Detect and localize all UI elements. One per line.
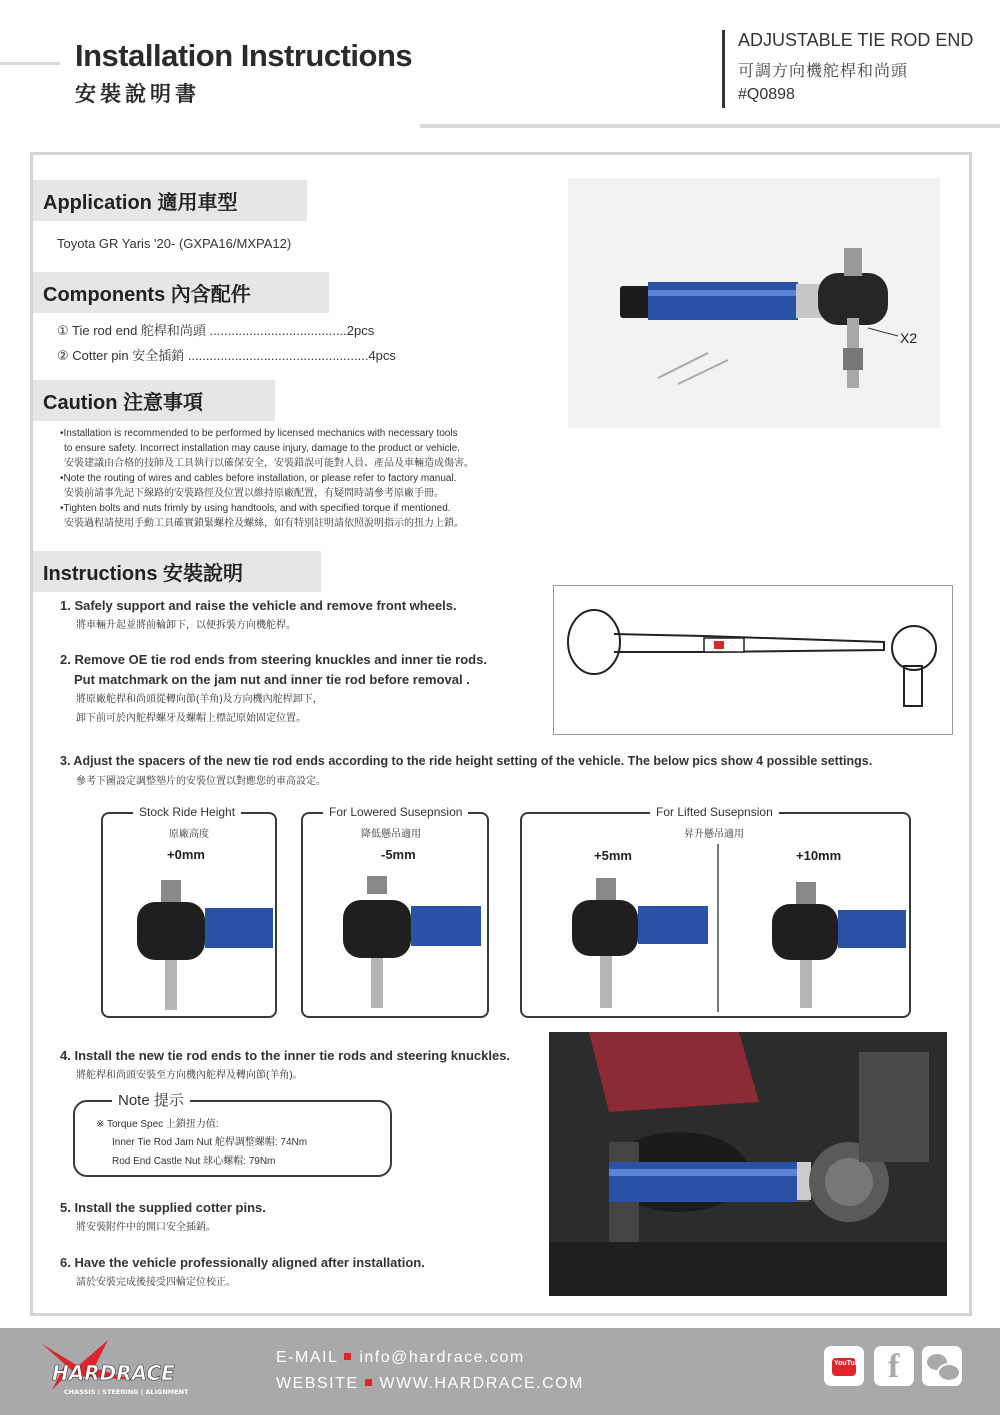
footer-email-row bbox=[276, 1349, 525, 1367]
page-subtitle-zh: 安裝說明書 bbox=[75, 81, 200, 106]
hardrace-logo bbox=[38, 1336, 238, 1398]
wechat-icon[interactable] bbox=[922, 1346, 962, 1386]
note-label: Note 提示 bbox=[112, 1089, 190, 1110]
step-3-en: 3. Adjust the spacers of the new tie rod ends according to the ride height setting of the vehicle. The below pics show 4 possible settings. bbox=[60, 754, 873, 768]
header-rule-left bbox=[0, 62, 60, 65]
caution-line: •Note the routing of wires and cables before installation, or please refer to factory manual. bbox=[60, 473, 457, 484]
step-3-zh: 參考下圖設定調整墊片的安裝位置以對應您的車高設定。 bbox=[76, 776, 326, 787]
email-label: E-MAIL bbox=[276, 1349, 339, 1366]
component-item-qty: 4pcs bbox=[368, 348, 396, 363]
step-6-en: 6. Have the vehicle professionally aligned after installation. bbox=[60, 1255, 425, 1270]
installed-tie-rod-image bbox=[549, 1032, 947, 1296]
torque-spec-line: Rod End Castle Nut 球心螺帽: 79Nm bbox=[112, 1156, 276, 1167]
footer-website-row bbox=[276, 1375, 584, 1393]
lifted-5mm-image bbox=[562, 870, 712, 1010]
application-vehicle: Toyota GR Yaris '20- (GXPA16/MXPA12) bbox=[57, 236, 292, 251]
step-6-zh: 請於安裝完成後接受四輪定位校正。 bbox=[76, 1277, 236, 1288]
step-1-zh: 將車輛升起並將前輪卸下，以便拆裝方向機舵桿。 bbox=[76, 620, 296, 631]
brand-tagline: CHASSIS | STEERING | ALIGNMENT bbox=[64, 1388, 189, 1396]
product-photo bbox=[568, 178, 940, 428]
step-2-en: 2. Remove OE tie rod ends from steering knuckles and inner tie rods. bbox=[60, 652, 487, 667]
brand-wordmark: HARDRACE bbox=[52, 1361, 175, 1385]
website-label: WEBSITE bbox=[276, 1375, 359, 1392]
lowered-setting-image bbox=[323, 870, 483, 1010]
caution-line: •Tighten bolts and nuts frimly by using handtools, and with specified torque if mentioned. bbox=[60, 503, 451, 514]
lifted-10mm-image bbox=[762, 870, 907, 1010]
application-heading: Application 適用車型 bbox=[33, 180, 307, 221]
caution-heading: Caution 注意事項 bbox=[33, 380, 275, 421]
part-number: #Q0898 bbox=[738, 86, 795, 103]
instructions-heading: Instructions 安裝說明 bbox=[33, 551, 321, 592]
caution-line: 安裝過程請使用手動工具確實鎖緊螺栓及螺絲，如有特別註明請依照說明指示的扭力上鎖。 bbox=[64, 518, 464, 529]
lowered-height-value: -5mm bbox=[381, 847, 416, 862]
step-2-zh2: 卸下前可於內舵桿螺牙及螺帽上標記原始固定位置。 bbox=[76, 713, 306, 724]
lifted-value-2: +10mm bbox=[796, 848, 842, 863]
step-2-zh: 將原廠舵桿和尚頭從轉向節(羊角)及方向機內舵桿卸下， bbox=[76, 694, 323, 705]
bullet-square-icon bbox=[344, 1353, 351, 1360]
lifted-divider bbox=[717, 844, 719, 1012]
caution-line: 安裝建議由合格的技師及工具執行以確保安全，安裝錯誤可能對人員、產品及車輛造成傷害。 bbox=[64, 458, 474, 469]
header-divider bbox=[722, 30, 725, 108]
lowered-height-title-zh: 降低懸吊適用 bbox=[355, 825, 427, 840]
components-heading: Components 內含配件 bbox=[33, 272, 329, 313]
step-2-en2: Put matchmark on the jam nut and inner tie rod before removal . bbox=[74, 672, 470, 687]
lifted-height-title: For Lifted Susepnsion bbox=[650, 805, 779, 819]
stock-height-title: Stock Ride Height bbox=[133, 805, 241, 819]
tie-rod-product-image bbox=[568, 178, 940, 428]
bullet-square-icon bbox=[365, 1379, 372, 1386]
component-item-label: ② Cotter pin 安全插銷 .................................................. bbox=[57, 348, 369, 363]
product-name-zh: 可調方向機舵桿和尚頭 bbox=[738, 63, 909, 80]
torque-spec-line: Inner Tie Rod Jam Nut 舵桿調整螺帽: 74Nm bbox=[112, 1137, 308, 1148]
caution-text bbox=[60, 426, 560, 531]
product-name: ADJUSTABLE TIE ROD END bbox=[738, 30, 974, 50]
step-4-zh: 將舵桿和尚頭安裝至方向機內舵桿及轉向節(羊角)。 bbox=[76, 1070, 303, 1081]
component-item-label: ① Tie rod end 舵桿和尚頭 ...................................... bbox=[57, 323, 347, 338]
lowered-height-title: For Lowered Susepnsion bbox=[323, 805, 468, 819]
lifted-height-panel bbox=[520, 805, 911, 1018]
website-link[interactable]: WWW.HARDRACE.COM bbox=[379, 1375, 584, 1392]
step-5-zh: 將安裝附件中的開口安全插銷。 bbox=[76, 1222, 216, 1233]
quantity-label: X2 bbox=[900, 330, 918, 346]
caution-line: •Installation is recommended to be performed by licensed mechanics with necessary tools bbox=[60, 428, 458, 439]
caution-line: to ensure safety. Incorrect installation may cause injury, damage to the product or vehicle. bbox=[64, 443, 460, 454]
lowered-height-panel bbox=[301, 805, 489, 1018]
component-item-qty: 2pcs bbox=[346, 323, 375, 338]
stock-height-title-zh: 原廠高度 bbox=[163, 825, 215, 840]
lifted-height-title-zh: 昇升懸吊適用 bbox=[678, 825, 750, 840]
component-item-1 bbox=[57, 320, 374, 339]
tie-rod-diagram bbox=[553, 585, 953, 735]
tie-rod-line-drawing bbox=[554, 586, 952, 734]
stock-height-panel bbox=[101, 805, 277, 1018]
page-title: Installation Instructions bbox=[75, 38, 413, 73]
torque-spec-title: ※ Torque Spec 上鎖扭力值: bbox=[96, 1119, 219, 1130]
component-item-2 bbox=[57, 345, 396, 364]
lifted-value-1: +5mm bbox=[594, 848, 632, 863]
caution-line: 安裝前請事先記下線路的安裝路徑及位置以維持原廠配置，有疑問時請參考原廠手冊。 bbox=[64, 488, 444, 499]
youtube-icon[interactable]: YouTube bbox=[824, 1346, 864, 1386]
step-1-en: 1. Safely support and raise the vehicle and remove front wheels. bbox=[60, 598, 457, 613]
email-link[interactable]: info@hardrace.com bbox=[359, 1349, 525, 1366]
stock-setting-image bbox=[117, 870, 273, 1010]
step-4-en: 4. Install the new tie rod ends to the inner tie rods and steering knuckles. bbox=[60, 1048, 511, 1063]
installed-photo bbox=[549, 1032, 947, 1296]
stock-height-value: +0mm bbox=[167, 847, 205, 862]
header-rule-right bbox=[420, 124, 1000, 128]
step-5-en: 5. Install the supplied cotter pins. bbox=[60, 1200, 266, 1215]
facebook-icon[interactable]: f bbox=[874, 1346, 914, 1386]
